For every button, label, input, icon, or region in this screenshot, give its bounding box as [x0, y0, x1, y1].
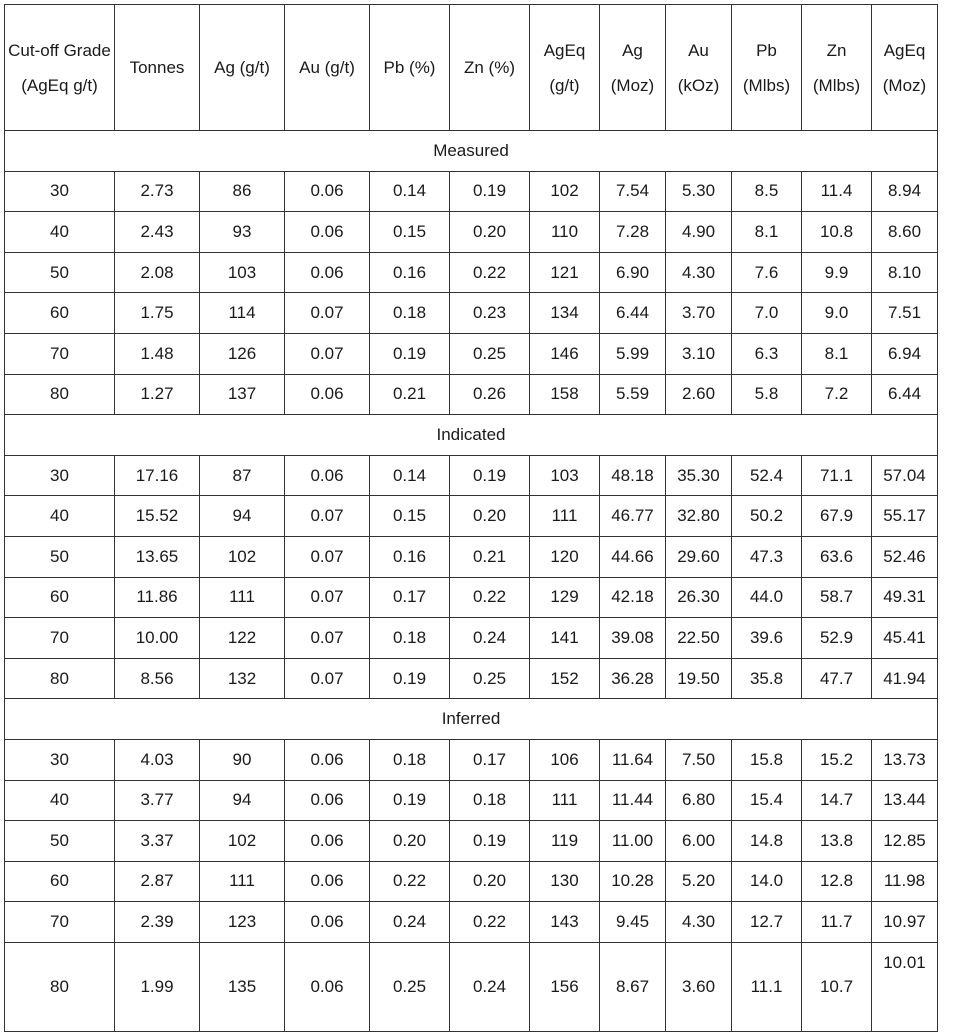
table-cell: 102: [530, 171, 600, 212]
table-cell: 114: [200, 293, 285, 334]
table-cell: 132: [200, 658, 285, 699]
table-cell: 40: [5, 496, 115, 537]
table-cell: 3.37: [115, 821, 200, 862]
table-cell: 32.80: [666, 496, 732, 537]
table-cell: 8.60: [872, 212, 938, 253]
table-cell: 0.06: [285, 821, 370, 862]
table-cell: 12.85: [872, 821, 938, 862]
table-cell: 2.87: [115, 861, 200, 902]
header-zn-mlbs: Zn (Mlbs): [802, 5, 872, 131]
table-cell: 1.75: [115, 293, 200, 334]
table-cell: 44.0: [732, 577, 802, 618]
table-cell: 80: [5, 942, 115, 1031]
table-cell: 0.17: [450, 739, 530, 780]
table-cell: 22.50: [666, 618, 732, 659]
table-cell: 152: [530, 658, 600, 699]
table-cell: 11.64: [600, 739, 666, 780]
table-cell: 26.30: [666, 577, 732, 618]
table-cell: 47.7: [802, 658, 872, 699]
table-cell: 4.90: [666, 212, 732, 253]
table-cell: 4.03: [115, 739, 200, 780]
table-cell: 6.90: [600, 252, 666, 293]
table-row: [5, 536, 938, 577]
table-cell: 0.07: [285, 618, 370, 659]
table-cell: 111: [200, 577, 285, 618]
table-cell: 6.44: [600, 293, 666, 334]
section-row: [5, 699, 938, 740]
table-cell: 90: [200, 739, 285, 780]
table-cell: 0.06: [285, 212, 370, 253]
table-cell: 156: [530, 942, 600, 1031]
table-cell: 111: [200, 861, 285, 902]
table-cell: 52.4: [732, 455, 802, 496]
table-cell: 0.16: [370, 252, 450, 293]
table-cell: 0.06: [285, 739, 370, 780]
table-cell: 8.5: [732, 171, 802, 212]
table-cell: 45.41: [872, 618, 938, 659]
table-cell: 6.00: [666, 821, 732, 862]
table-row: [5, 455, 938, 496]
table-cell: 11.1: [732, 942, 802, 1031]
table-cell: 35.8: [732, 658, 802, 699]
table-cell: 55.17: [872, 496, 938, 537]
table-cell: 30: [5, 171, 115, 212]
table-cell: 41.94: [872, 658, 938, 699]
table-cell: 9.0: [802, 293, 872, 334]
table-cell: 60: [5, 577, 115, 618]
table-cell: 0.22: [450, 902, 530, 943]
table-cell: 11.00: [600, 821, 666, 862]
table-cell: 102: [200, 821, 285, 862]
table-cell: 6.94: [872, 333, 938, 374]
header-row: [5, 5, 938, 131]
table-cell: 0.25: [450, 333, 530, 374]
table-cell: 110: [530, 212, 600, 253]
table-cell: 6.80: [666, 780, 732, 821]
table-cell: 8.1: [802, 333, 872, 374]
table-cell: 120: [530, 536, 600, 577]
table-cell: 119: [530, 821, 600, 862]
table-row: [5, 577, 938, 618]
table-cell: 30: [5, 455, 115, 496]
table-cell: 71.1: [802, 455, 872, 496]
table-cell: 13.65: [115, 536, 200, 577]
table-cell: 94: [200, 780, 285, 821]
table-cell: 70: [5, 618, 115, 659]
table-row: [5, 293, 938, 334]
table-cell: 0.07: [285, 496, 370, 537]
table-cell: 8.94: [872, 171, 938, 212]
table-cell: 50.2: [732, 496, 802, 537]
table-cell: 5.20: [666, 861, 732, 902]
table-cell: 0.25: [450, 658, 530, 699]
table-cell: 0.18: [370, 293, 450, 334]
table-cell: 4.30: [666, 252, 732, 293]
table-cell: 13.44: [872, 780, 938, 821]
table-cell: 1.99: [115, 942, 200, 1031]
table-cell: 0.18: [370, 739, 450, 780]
table-cell: 39.08: [600, 618, 666, 659]
table-cell: 10.7: [802, 942, 872, 1031]
table-cell: 9.45: [600, 902, 666, 943]
table-row: [5, 171, 938, 212]
table-cell: 49.31: [872, 577, 938, 618]
table-cell: 0.06: [285, 780, 370, 821]
header-au-koz: Au (kOz): [666, 5, 732, 131]
table-cell: 0.06: [285, 942, 370, 1031]
table-cell: 42.18: [600, 577, 666, 618]
table-cell: 2.08: [115, 252, 200, 293]
table-cell: 4.30: [666, 902, 732, 943]
table-cell: 11.44: [600, 780, 666, 821]
table-cell: 93: [200, 212, 285, 253]
table-cell: 15.8: [732, 739, 802, 780]
table-cell: 0.21: [450, 536, 530, 577]
table-cell: 11.98: [872, 861, 938, 902]
table-cell: 5.8: [732, 374, 802, 415]
table-cell: 130: [530, 861, 600, 902]
table-cell: 10.00: [115, 618, 200, 659]
header-ag-moz: Ag (Moz): [600, 5, 666, 131]
section-label: Indicated: [5, 415, 938, 456]
table-cell: 30: [5, 739, 115, 780]
table-cell: 0.20: [450, 861, 530, 902]
table-cell: 0.06: [285, 455, 370, 496]
table-cell: 123: [200, 902, 285, 943]
table-cell: 3.77: [115, 780, 200, 821]
table-cell: 0.15: [370, 496, 450, 537]
table-cell: 0.07: [285, 293, 370, 334]
header-tonnes: Tonnes: [115, 5, 200, 131]
table-cell: 137: [200, 374, 285, 415]
table-cell: 44.66: [600, 536, 666, 577]
table-cell: 5.99: [600, 333, 666, 374]
table-row: [5, 252, 938, 293]
table-cell: 80: [5, 374, 115, 415]
header-ageq-moz: AgEq (Moz): [872, 5, 938, 131]
table-cell: 0.06: [285, 171, 370, 212]
table-cell: 121: [530, 252, 600, 293]
section-row: [5, 415, 938, 456]
table-cell: 0.26: [450, 374, 530, 415]
table-cell: 102: [200, 536, 285, 577]
table-cell: 5.59: [600, 374, 666, 415]
table-cell: 0.20: [370, 821, 450, 862]
table-row: [5, 374, 938, 415]
table-cell: 0.20: [450, 496, 530, 537]
table-cell: 0.19: [450, 455, 530, 496]
table-cell: 17.16: [115, 455, 200, 496]
table-cell: 0.21: [370, 374, 450, 415]
table-cell: 40: [5, 780, 115, 821]
table-cell: 111: [530, 496, 600, 537]
table-cell: 1.48: [115, 333, 200, 374]
header-pb-mlbs: Pb (Mlbs): [732, 5, 802, 131]
table-cell: 6.44: [872, 374, 938, 415]
table-cell: 0.06: [285, 902, 370, 943]
table-cell: 50: [5, 536, 115, 577]
table-cell: 80: [5, 658, 115, 699]
header-ag-grade: Ag (g/t): [200, 5, 285, 131]
table-row: [5, 942, 938, 1031]
table-cell: 7.28: [600, 212, 666, 253]
table-cell: 8.56: [115, 658, 200, 699]
table-cell: 111: [530, 780, 600, 821]
table-cell: 7.6: [732, 252, 802, 293]
table-cell: 48.18: [600, 455, 666, 496]
header-cutoff-grade: Cut-off Grade (AgEq g/t): [5, 5, 115, 131]
table-cell: 35.30: [666, 455, 732, 496]
table-cell: 0.14: [370, 455, 450, 496]
table-row: [5, 861, 938, 902]
table-cell: 0.16: [370, 536, 450, 577]
table-cell: 8.1: [732, 212, 802, 253]
table-cell: 14.7: [802, 780, 872, 821]
table-cell: 14.0: [732, 861, 802, 902]
table-cell: 39.6: [732, 618, 802, 659]
table-cell: 40: [5, 212, 115, 253]
table-cell: 106: [530, 739, 600, 780]
table-cell: 46.77: [600, 496, 666, 537]
table-cell: 60: [5, 861, 115, 902]
table-cell: 0.20: [450, 212, 530, 253]
table-cell: 11.7: [802, 902, 872, 943]
table-cell: 0.14: [370, 171, 450, 212]
table-cell: 58.7: [802, 577, 872, 618]
header-ageq-grade: AgEq (g/t): [530, 5, 600, 131]
table-cell: 0.19: [370, 780, 450, 821]
table-row: [5, 333, 938, 374]
table-cell: 143: [530, 902, 600, 943]
table-cell: 11.4: [802, 171, 872, 212]
section-label: Measured: [5, 131, 938, 172]
table-cell: 135: [200, 942, 285, 1031]
table-cell: 3.10: [666, 333, 732, 374]
table-cell: 11.86: [115, 577, 200, 618]
table-cell: 15.52: [115, 496, 200, 537]
table-cell: 7.54: [600, 171, 666, 212]
table-cell: 3.60: [666, 942, 732, 1031]
table-row: [5, 212, 938, 253]
table-cell: 12.8: [802, 861, 872, 902]
table-cell: 146: [530, 333, 600, 374]
table-cell: 52.9: [802, 618, 872, 659]
table-body: [5, 131, 938, 1032]
table-row: [5, 739, 938, 780]
resource-estimate-table: [4, 4, 938, 1032]
table-cell: 10.01: [872, 942, 938, 1031]
table-cell: 141: [530, 618, 600, 659]
table-cell: 7.0: [732, 293, 802, 334]
table-cell: 126: [200, 333, 285, 374]
table-cell: 6.3: [732, 333, 802, 374]
table-cell: 13.73: [872, 739, 938, 780]
table-cell: 0.19: [450, 171, 530, 212]
table-cell: 0.07: [285, 577, 370, 618]
table-cell: 2.73: [115, 171, 200, 212]
table-cell: 0.18: [450, 780, 530, 821]
table-cell: 36.28: [600, 658, 666, 699]
table-cell: 0.06: [285, 252, 370, 293]
table-cell: 19.50: [666, 658, 732, 699]
table-cell: 87: [200, 455, 285, 496]
table-cell: 0.07: [285, 333, 370, 374]
table-cell: 52.46: [872, 536, 938, 577]
table-cell: 10.8: [802, 212, 872, 253]
table-cell: 63.6: [802, 536, 872, 577]
table-cell: 1.27: [115, 374, 200, 415]
table-cell: 57.04: [872, 455, 938, 496]
table-cell: 13.8: [802, 821, 872, 862]
table-cell: 0.24: [450, 942, 530, 1031]
table-cell: 0.07: [285, 536, 370, 577]
table-cell: 0.18: [370, 618, 450, 659]
table-cell: 94: [200, 496, 285, 537]
table-cell: 0.22: [450, 577, 530, 618]
table-cell: 103: [530, 455, 600, 496]
table-cell: 0.19: [370, 658, 450, 699]
table-cell: 129: [530, 577, 600, 618]
header-pb-pct: Pb (%): [370, 5, 450, 131]
header-zn-pct: Zn (%): [450, 5, 530, 131]
table-cell: 29.60: [666, 536, 732, 577]
table-cell: 50: [5, 821, 115, 862]
table-cell: 8.10: [872, 252, 938, 293]
table-cell: 0.19: [370, 333, 450, 374]
table-row: [5, 780, 938, 821]
table-cell: 10.28: [600, 861, 666, 902]
table-cell: 67.9: [802, 496, 872, 537]
table-cell: 158: [530, 374, 600, 415]
table-cell: 7.2: [802, 374, 872, 415]
table-cell: 0.22: [370, 861, 450, 902]
table-cell: 7.51: [872, 293, 938, 334]
section-label: Inferred: [5, 699, 938, 740]
table-cell: 103: [200, 252, 285, 293]
table-row: [5, 618, 938, 659]
table-cell: 9.9: [802, 252, 872, 293]
table-cell: 0.06: [285, 861, 370, 902]
table-row: [5, 902, 938, 943]
header-au-grade: Au (g/t): [285, 5, 370, 131]
table-cell: 3.70: [666, 293, 732, 334]
table-cell: 2.60: [666, 374, 732, 415]
table-cell: 2.43: [115, 212, 200, 253]
table-cell: 2.39: [115, 902, 200, 943]
table-cell: 7.50: [666, 739, 732, 780]
table-cell: 0.25: [370, 942, 450, 1031]
table-cell: 0.24: [370, 902, 450, 943]
table-cell: 50: [5, 252, 115, 293]
table-cell: 122: [200, 618, 285, 659]
table-cell: 0.24: [450, 618, 530, 659]
table-row: [5, 496, 938, 537]
table-cell: 60: [5, 293, 115, 334]
section-row: [5, 131, 938, 172]
table-cell: 15.4: [732, 780, 802, 821]
table-cell: 12.7: [732, 902, 802, 943]
table-cell: 10.97: [872, 902, 938, 943]
table-row: [5, 821, 938, 862]
table-cell: 134: [530, 293, 600, 334]
table-cell: 0.15: [370, 212, 450, 253]
table-cell: 0.22: [450, 252, 530, 293]
table-cell: 8.67: [600, 942, 666, 1031]
table-cell: 0.17: [370, 577, 450, 618]
table-cell: 70: [5, 333, 115, 374]
table-cell: 14.8: [732, 821, 802, 862]
table-cell: 0.23: [450, 293, 530, 334]
table-cell: 5.30: [666, 171, 732, 212]
table-cell: 0.07: [285, 658, 370, 699]
table-cell: 70: [5, 902, 115, 943]
table-cell: 0.19: [450, 821, 530, 862]
table-cell: 0.06: [285, 374, 370, 415]
table-cell: 15.2: [802, 739, 872, 780]
table-cell: 47.3: [732, 536, 802, 577]
table-cell: 86: [200, 171, 285, 212]
table-row: [5, 658, 938, 699]
